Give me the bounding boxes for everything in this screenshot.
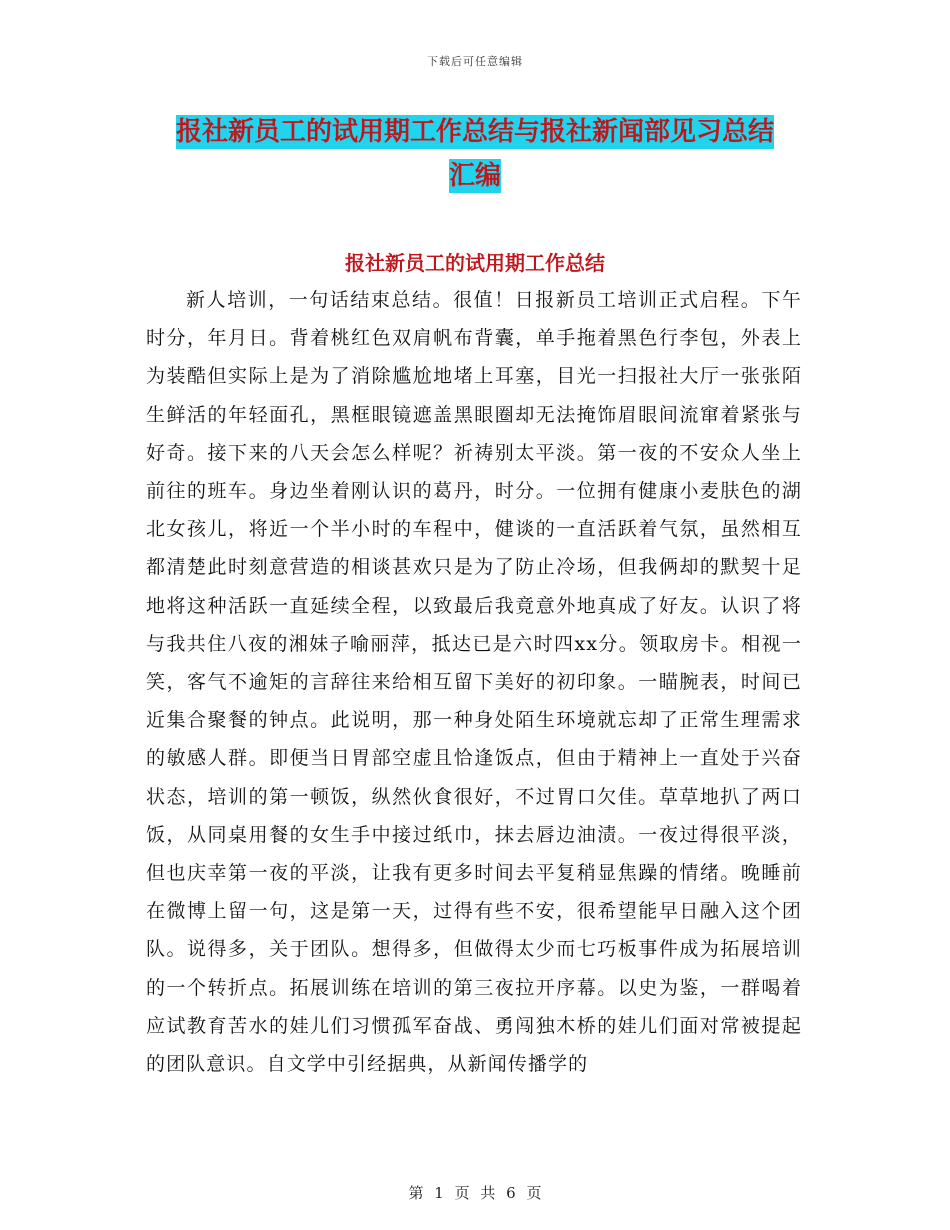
body-paragraph: 新人培训，一句话结束总结。很值！日报新员工培训正式启程。下午时分，年月日。背着桃红色双肩帆布背囊，单手拖着黑色行李包，外表上为装酷但实际上是为了消除尴尬地堵上耳塞，目光一扫报社大厅一张张陌生鲜活的年轻面孔，黑框眼镜遮盖黑眼圈却无法掩饰眉眼间流窜着紧张与好奇。接下来的八天会怎么样呢？祈祷别太平淡。第一夜的不安众人坐上前往的班车。身边坐着刚认识的葛丹，时分。一位拥有健康小麦肤色的湖北女孩儿，将近一个半小时的车程中，健谈的一直活跃着气氛，虽然相互都清楚此时刻意营造的相谈甚欢只是为了防止冷场，但我俩却的默契十足地将这种活跃一直延续全程，以致最后我竟意外地真成了好友。认识了将与我共住八夜的湘妹子喻丽萍，抵达已是六时四xx分。领取房卡。相视一笑，客气不逾矩的言辞往来给相互留下美好的初印象。一瞄腕表，时间已近集合聚餐的钟点。此说明，那一种身处陌生环境就忘却了正常生理需求的敏感人群。即便当日胃部空虚且恰逢饭点，但由于精神上一直处于兴奋状态，培训的第一顿饭，纵然伙食很好，不过胃口欠佳。草草地扒了两口饭，从同桌用餐的女生手中接过纸巾，抹去唇边油渍。一夜过得很平淡，但也庆幸第一夜的平淡，让我有更多时间去平复稍显焦躁的情绪。晚睡前在微博上留一句，这是第一天，过得有些不安，很希望能早日融入这个团队。说得多，关于团队。想得多，但做得太少而七巧板事件成为拓展培训的一个转折点。拓展训练在培训的第三夜拉开序幕。以史为鉴，一群喝着应试教育苦水的娃儿们习惯孤军奋战、勇闯独木桥的娃儿们面对常被提起的团队意识。自文学中引经据典，从新闻传播学的: [146, 289, 802, 1076]
document-title-line-2: 汇编: [448, 161, 501, 191]
document-title: [0, 110, 950, 198]
page-footer: 第 1 页 共 6 页: [408, 1184, 542, 1202]
document-title-line-1: 报社新员工的试用期工作总结与报社新闻部见习总结: [175, 117, 774, 147]
page-header-note: 下载后可任意编辑: [427, 55, 523, 68]
section-title: 报社新员工的试用期工作总结: [345, 251, 605, 275]
